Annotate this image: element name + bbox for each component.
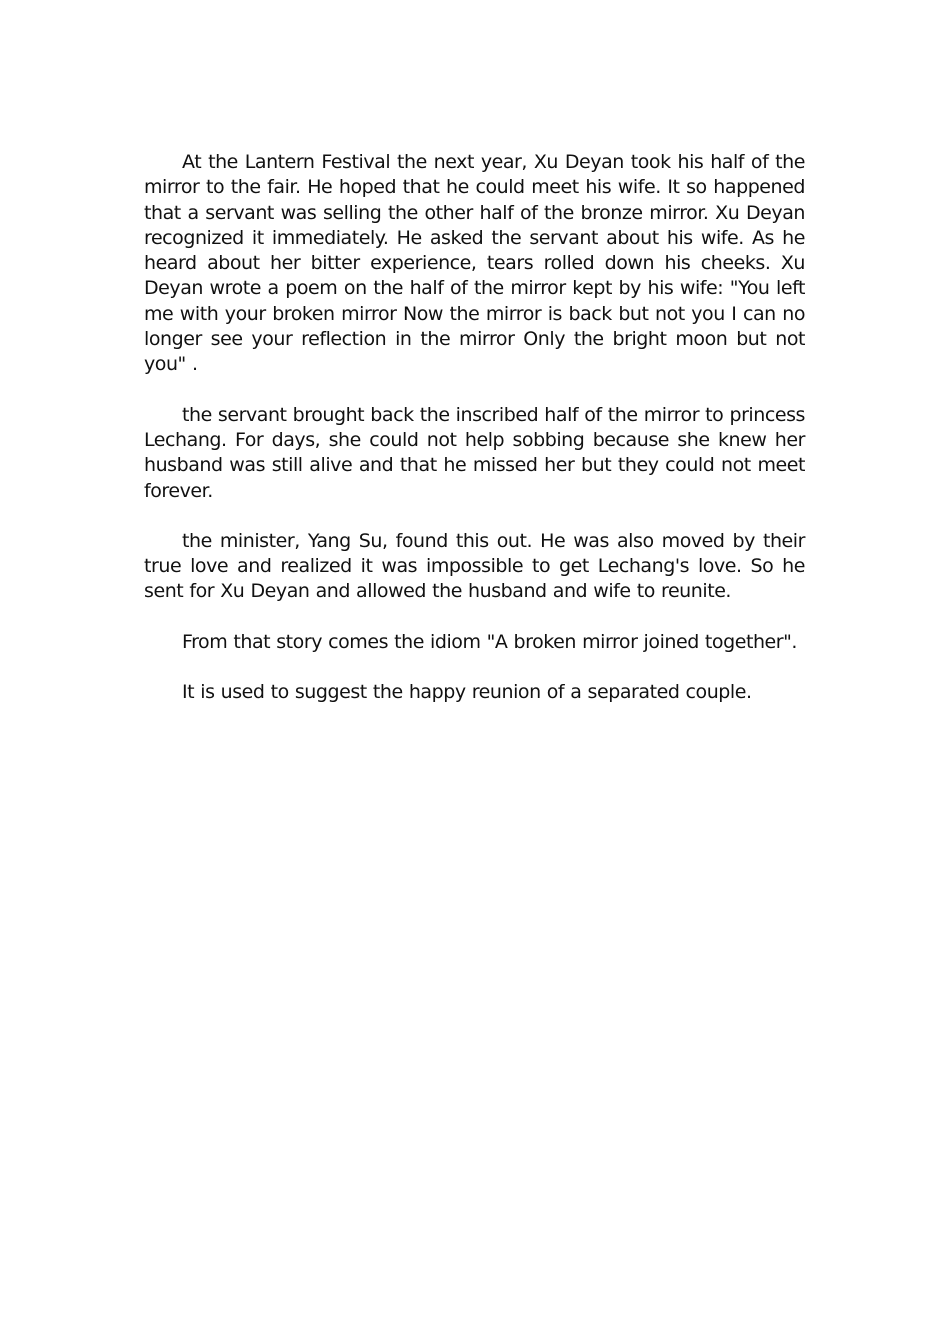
- paragraph-servant-returns-mirror: the servant brought back the inscribed half of the mirror to princess Lechang. For days, she could not help sobbing because she knew her husband was still alive and that he missed her but they could not meet forever.: [144, 403, 805, 502]
- paragraph-idiom-meaning: It is used to suggest the happy reunion of a separated couple.: [182, 681, 752, 704]
- paragraph-lantern-festival: At the Lantern Festival the next year, Xu Deyan took his half of the mirror to the fair. He hoped that he could meet his wife. It so happened that a servant was selling the other half of the bronze mirror. Xu Deyan recognized it immediately. He asked the servant about his wife. As he heard about her bitter experience, tears rolled down his cheeks. Xu Deyan wrote a poem on the half of the mirror kept by his wife: "You left me with your broken mirror Now the mirror is back but not you I can no longer see your reflection in the mirror Only the bright moon but not you" .: [144, 151, 805, 376]
- paragraph-idiom-origin: From that story comes the idiom "A broken mirror joined together".: [182, 630, 798, 653]
- document-body: [144, 150, 805, 730]
- paragraph-minister-yang-su: the minister, Yang Su, found this out. He was also moved by their true love and realized it was impossible to get Lechang's love. So he sent for Xu Deyan and allowed the husband and wife to reunite.: [144, 529, 805, 603]
